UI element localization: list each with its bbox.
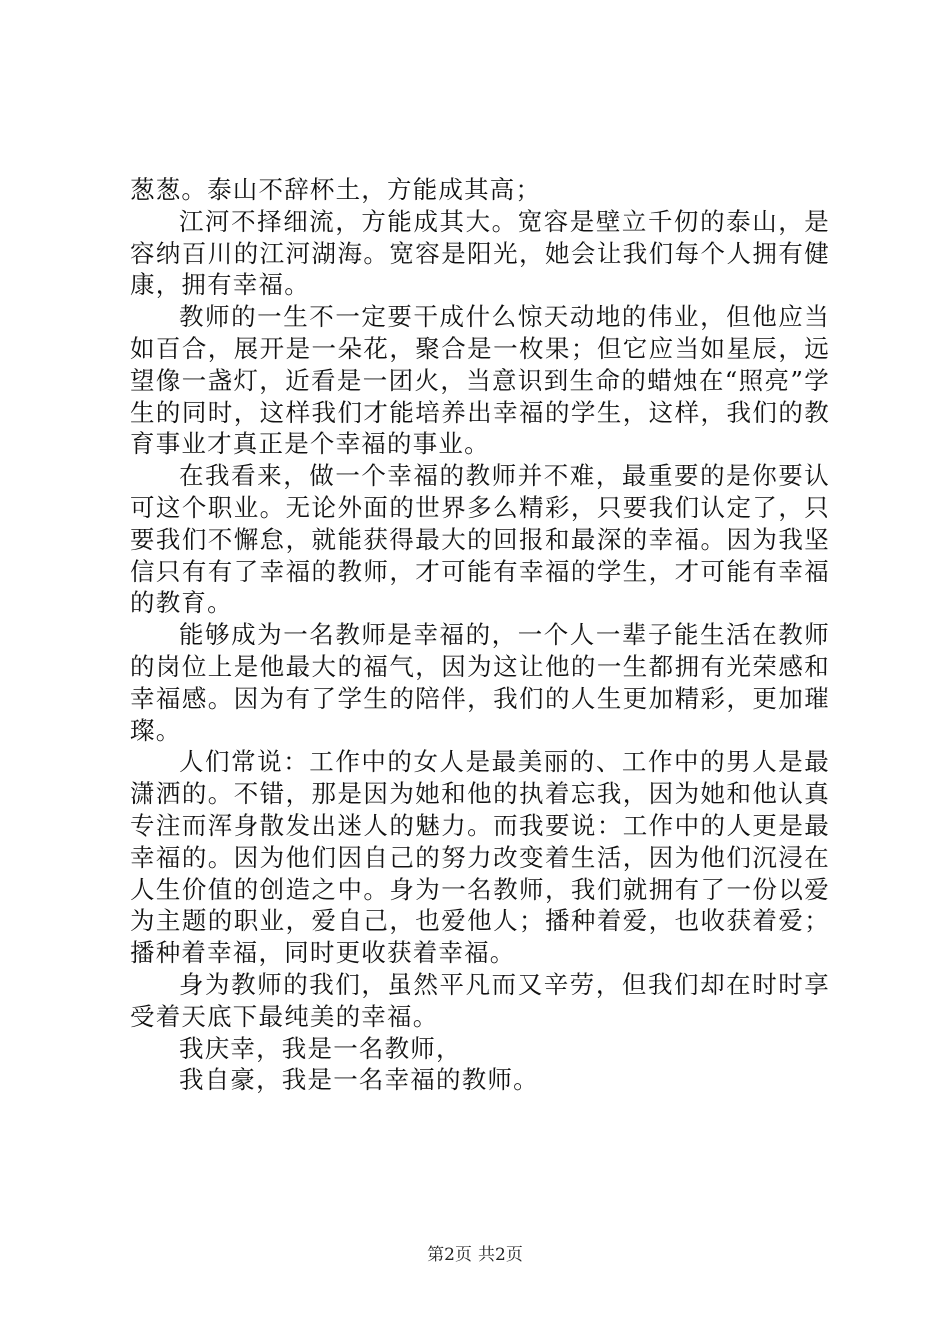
paragraph-8: 我庆幸，我是一名教师， xyxy=(179,1033,462,1063)
paragraph-5: 能够成为一名教师是幸福的，一个人一辈子能生活在教师的岗位上是他最大的福气，因为这让他的一生都拥有光荣感和幸福感。因为有了学生的陪伴，我们的人生更加精彩，更加璀璨。 xyxy=(130,620,830,745)
paragraph-3: 教师的一生不一定要干成什么惊天动地的伟业，但他应当如百合，展开是一朵花，聚合是一枚果；但它应当如星辰，远望像一盏灯，近看是一团火，当意识到生命的蜡烛在“照亮”学生的同时，这样我们才能培养出幸福的学生，这样，我们的教育事业才真正是个幸福的事业。 xyxy=(130,302,830,459)
page-number-total: 共2页 xyxy=(478,1245,523,1265)
page-number-current: 第2页 xyxy=(427,1245,472,1265)
paragraph-4: 在我看来，做一个幸福的教师并不难，最重要的是你要认可这个职业。无论外面的世界多么精彩，只要我们认定了，只要我们不懈怠，就能获得最大的回报和最深的幸福。因为我坚信只有有了幸福的教师，才可能有幸福的学生，才可能有幸福的教育。 xyxy=(130,461,830,618)
paragraph-1: 葱葱。泰山不辞杯土，方能成其高； xyxy=(130,175,542,204)
page-footer xyxy=(0,1244,950,1266)
paragraph-7: 身为教师的我们，虽然平凡而又辛劳，但我们却在时时享受着天底下最纯美的幸福。 xyxy=(130,969,830,1031)
paragraph-2: 江河不择细流，方能成其大。宽容是壁立千仞的泰山，是容纳百川的江河湖海。宽容是阳光，她会让我们每个人拥有健康，拥有幸福。 xyxy=(130,206,830,300)
paragraph-6: 人们常说：工作中的女人是最美丽的、工作中的男人是最潇洒的。不错，那是因为她和他的执着忘我，因为她和他认真专注而浑身散发出迷人的魅力。而我要说：工作中的人更是最幸福的。因为他们因自己的努力改变着生活，因为他们沉浸在人生价值的创造之中。身为一名教师，我们就拥有了一份以爱为主题的职业，爱自己，也爱他人；播种着爱，也收获着爱；播种着幸福，同时更收获着幸福。 xyxy=(130,747,830,968)
document-body xyxy=(130,174,830,1096)
paragraph-9: 我自豪，我是一名幸福的教师。 xyxy=(179,1065,539,1095)
